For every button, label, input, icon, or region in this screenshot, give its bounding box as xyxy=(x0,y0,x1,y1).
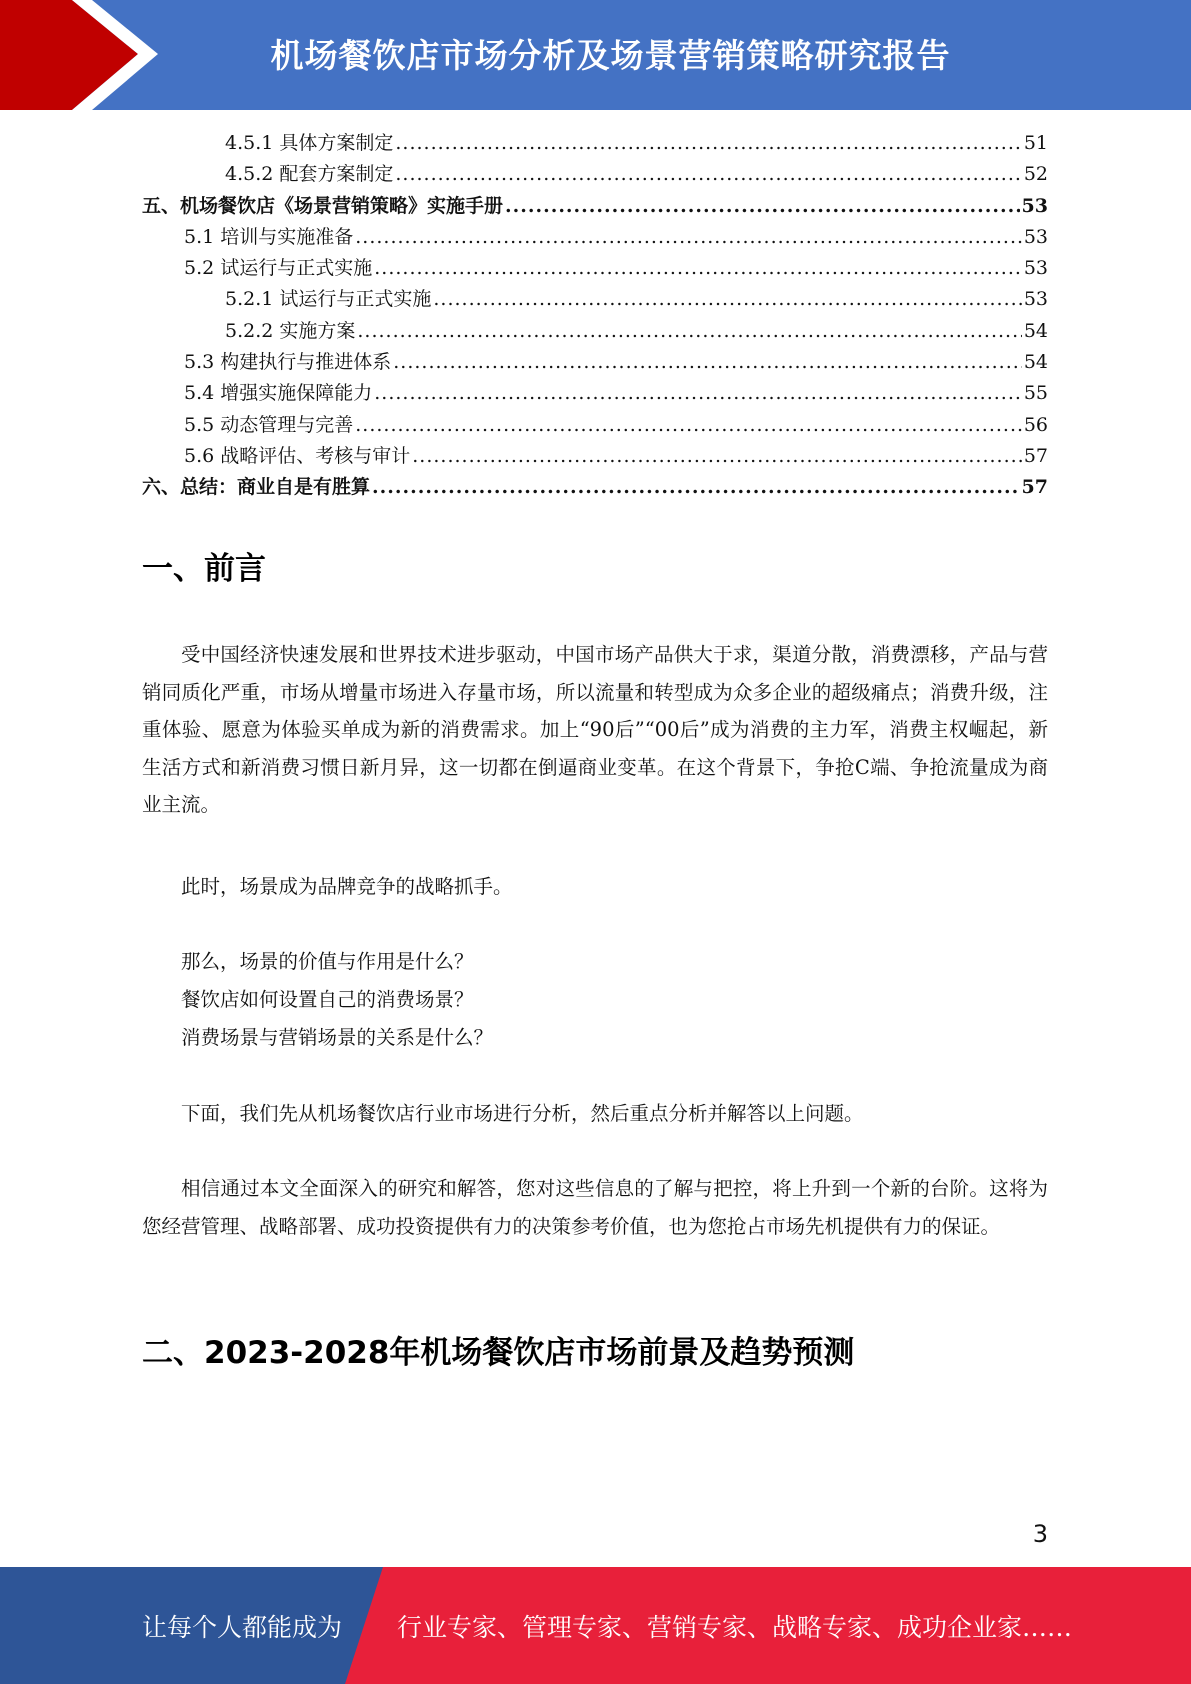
toc-leader-dots xyxy=(433,284,1021,315)
toc-entry-label: 5.5 动态管理与完善 xyxy=(184,413,354,436)
toc-leader-dots xyxy=(395,159,1021,190)
toc-entry[interactable] xyxy=(142,159,1048,190)
question: 消费场景与营销场景的关系是什么？ xyxy=(181,1026,494,1049)
footer-slogan-left: 让每个人都能成为 xyxy=(142,1612,343,1642)
toc-entry-page: 52 xyxy=(1023,163,1048,186)
toc-leader-dots xyxy=(357,316,1021,347)
table-of-contents xyxy=(142,128,1048,504)
toc-entry-page: 56 xyxy=(1023,413,1048,436)
toc-leader-dots xyxy=(355,222,1022,253)
toc-entry-label: 5.2.1 试运行与正式实施 xyxy=(225,288,432,311)
section-heading-market-outlook: 二、2023-2028年机场餐饮店市场前景及趋势预测 xyxy=(142,1335,855,1371)
toc-entry[interactable] xyxy=(142,253,1048,284)
page-number: 3 xyxy=(1032,1520,1048,1548)
section-heading-preface: 一、前言 xyxy=(142,551,266,587)
toc-entry[interactable] xyxy=(142,222,1048,253)
toc-entry-page: 54 xyxy=(1023,351,1048,374)
toc-entry-page: 53 xyxy=(1023,225,1048,248)
question: 餐饮店如何设置自己的消费场景？ xyxy=(181,988,474,1011)
toc-entry[interactable] xyxy=(142,472,1048,503)
paragraph: 下面，我们先从机场餐饮店行业市场进行分析，然后重点分析并解答以上问题。 xyxy=(181,1102,864,1125)
toc-leader-dots xyxy=(355,410,1022,441)
toc-entry[interactable] xyxy=(142,410,1048,441)
toc-leader-dots xyxy=(374,378,1022,409)
toc-entry[interactable] xyxy=(142,378,1048,409)
toc-entry-label: 5.2 试运行与正式实施 xyxy=(184,257,373,280)
toc-entry[interactable] xyxy=(142,191,1048,222)
toc-leader-dots xyxy=(395,128,1021,159)
toc-leader-dots xyxy=(505,191,1020,222)
header-banner xyxy=(0,0,1191,110)
toc-leader-dots xyxy=(372,472,1020,503)
toc-entry-page: 53 xyxy=(1021,194,1048,217)
toc-entry[interactable] xyxy=(142,128,1048,159)
paragraph: 此时，场景成为品牌竞争的战略抓手。 xyxy=(181,875,513,898)
toc-entry-label: 5.1 培训与实施准备 xyxy=(184,225,354,248)
toc-entry-label: 4.5.1 具体方案制定 xyxy=(225,132,394,154)
toc-entry-page: 55 xyxy=(1023,382,1048,405)
toc-entry[interactable] xyxy=(142,316,1048,347)
toc-entry[interactable] xyxy=(142,347,1048,378)
toc-entry-page: 54 xyxy=(1023,319,1048,342)
toc-leader-dots xyxy=(374,253,1022,284)
paragraph: 受中国经济快速发展和世界技术进步驱动，中国市场产品供大于求，渠道分散，消费漂移，产品与营销同质化严重，市场从增量市场进入存量市场，所以流量和转型成为众多企业的超级痛点；消费升级，注重体验、愿意为体验买单成为新的消费需求。加上“90后”“00后”成为消费的主力军，消费主权崛起，新生活方式和新消费习惯日新月异，这一切都在倒逼商业变革。在这个背景下，争抢C端、争抢流量成为商业主流。 xyxy=(142,643,1048,816)
toc-entry-page: 57 xyxy=(1021,476,1048,499)
footer-banner xyxy=(0,1567,1191,1684)
toc-leader-dots xyxy=(393,347,1022,378)
report-title: 机场餐饮店市场分析及场景营销策略研究报告 xyxy=(270,35,951,75)
question: 那么，场景的价值与作用是什么？ xyxy=(181,950,474,973)
toc-entry-page: 53 xyxy=(1023,288,1048,311)
paragraph: 相信通过本文全面深入的研究和解答，您对这些信息的了解与把控，将上升到一个新的台阶。这将为您经营管理、战略部署、成功投资提供有力的决策参考价值，也为您抢占市场先机提供有力的保证。 xyxy=(142,1177,1048,1238)
toc-entry-page: 57 xyxy=(1023,444,1048,467)
toc-entry-label: 5.6 战略评估、考核与审计 xyxy=(184,444,411,467)
toc-entry[interactable] xyxy=(142,284,1048,315)
toc-leader-dots xyxy=(412,441,1022,472)
toc-entry-label: 5.3 构建执行与推进体系 xyxy=(184,351,392,374)
toc-entry-label: 5.4 增强实施保障能力 xyxy=(184,382,373,405)
toc-entry-page: 53 xyxy=(1023,257,1048,280)
toc-entry-label: 六、总结：商业自是有胜算 xyxy=(142,476,371,499)
toc-entry-label: 五、机场餐饮店《场景营销策略》实施手册 xyxy=(142,194,504,217)
toc-entry-label: 4.5.2 配套方案制定 xyxy=(225,163,394,186)
footer-slogan-right: 行业专家、管理专家、营销专家、战略专家、成功企业家…… xyxy=(397,1612,1073,1642)
toc-entry-label: 5.2.2 实施方案 xyxy=(225,319,356,342)
toc-entry-page: 51 xyxy=(1023,132,1048,154)
toc-entry[interactable] xyxy=(142,441,1048,472)
